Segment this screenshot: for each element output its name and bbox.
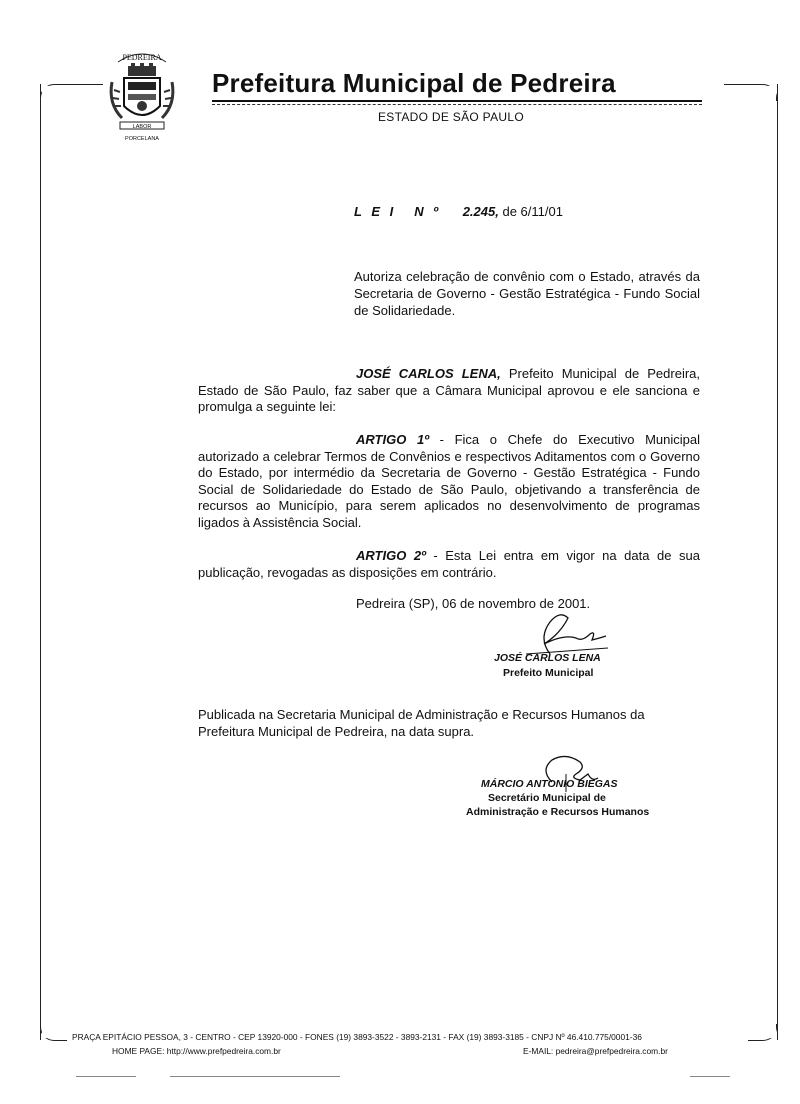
crest-top-text: PEDREIRA (122, 53, 162, 62)
law-number: 2.245, (462, 204, 499, 219)
publication-note: Publicada na Secretaria Municipal de Administração e Recursos Humanos da Prefeitura Municipal de Pedreira, na data supra. (198, 707, 645, 739)
crest-motto-text: LABOR (132, 124, 152, 130)
law-summary: Autoriza celebração de convênio com o Estado, através da Secretaria de Governo - Gestão Estratégica - Fundo Social de Solidariedade. (354, 269, 700, 318)
article-1-label: ARTIGO 1º (356, 432, 429, 447)
article-1-text: - Fica o Chefe do Executivo Municipal autorizado a celebrar Termos de Convênios e respectivos Aditamentos com o Governo do Estado, por intermédio da Secretaria de Governo - Gestão Estratégica - Fundo Social de Solidariedade do Estado de São Paulo, objetivando a transferência de recursos ao Município, para serem aplicados no desenvolvimento de programas ligados à Assistência Social. (198, 432, 700, 530)
footer-email: E-MAIL: pedreira@prefpedreira.com.br (523, 1046, 668, 1056)
header-rule-dashed (212, 104, 702, 105)
municipal-crest (104, 48, 180, 148)
article-2-paragraph (198, 548, 700, 581)
article-2-label: ARTIGO 2º (356, 548, 426, 563)
mayor-name: JOSÉ CARLOS LENA, (356, 366, 501, 381)
signing-date: Pedreira (SP), 06 de novembro de 2001. (356, 596, 591, 611)
scan-speck (170, 1076, 340, 1077)
scan-speck (76, 1076, 136, 1077)
scan-speck (690, 1076, 730, 1077)
preamble-text: Prefeito Municipal de Pedreira, Estado de São Paulo, faz saber que a Câmara Municipal aprovou e ele sanciona e promulga a seguinte lei: (198, 366, 701, 414)
crest-bottom-text: PORCELANA (125, 136, 159, 142)
header-rule (212, 100, 702, 102)
article-2-text: - Esta Lei entra em vigor na data de sua publicação, revogadas as disposições em contrário. (198, 548, 700, 580)
footer-homepage: HOME PAGE: http://www.prefpedreira.com.br (112, 1046, 281, 1056)
preamble-paragraph (198, 366, 700, 416)
header-title: Prefeitura Municipal de Pedreira (212, 68, 616, 98)
secretary-role-line2: Administração e Recursos Humanos (466, 806, 650, 818)
law-number-line (354, 204, 563, 219)
secretary-signature-name: MÁRCIO ANTONIO BIEGAS (481, 778, 618, 790)
footer-address: PRAÇA EPITÁCIO PESSOA, 3 - CENTRO - CEP 13920-000 - FONES (19) 3893-3522 - 3893-2131 - FAX (19) 3893-3185 - CNPJ Nº 46.410.775/0001-36 (72, 1032, 642, 1042)
article-1-paragraph (198, 432, 700, 531)
mayor-signature-name: JOSÉ CARLOS LENA (494, 652, 601, 664)
crest-emblem-icon (104, 48, 180, 148)
secretary-role-line1: Secretário Municipal de (488, 792, 606, 804)
law-label: L E I (354, 204, 397, 219)
law-number-label: N º (414, 204, 442, 219)
mayor-signature-role: Prefeito Municipal (503, 667, 594, 679)
header-subtitle: ESTADO DE SÃO PAULO (378, 110, 524, 124)
law-date: de 6/11/01 (502, 204, 563, 219)
